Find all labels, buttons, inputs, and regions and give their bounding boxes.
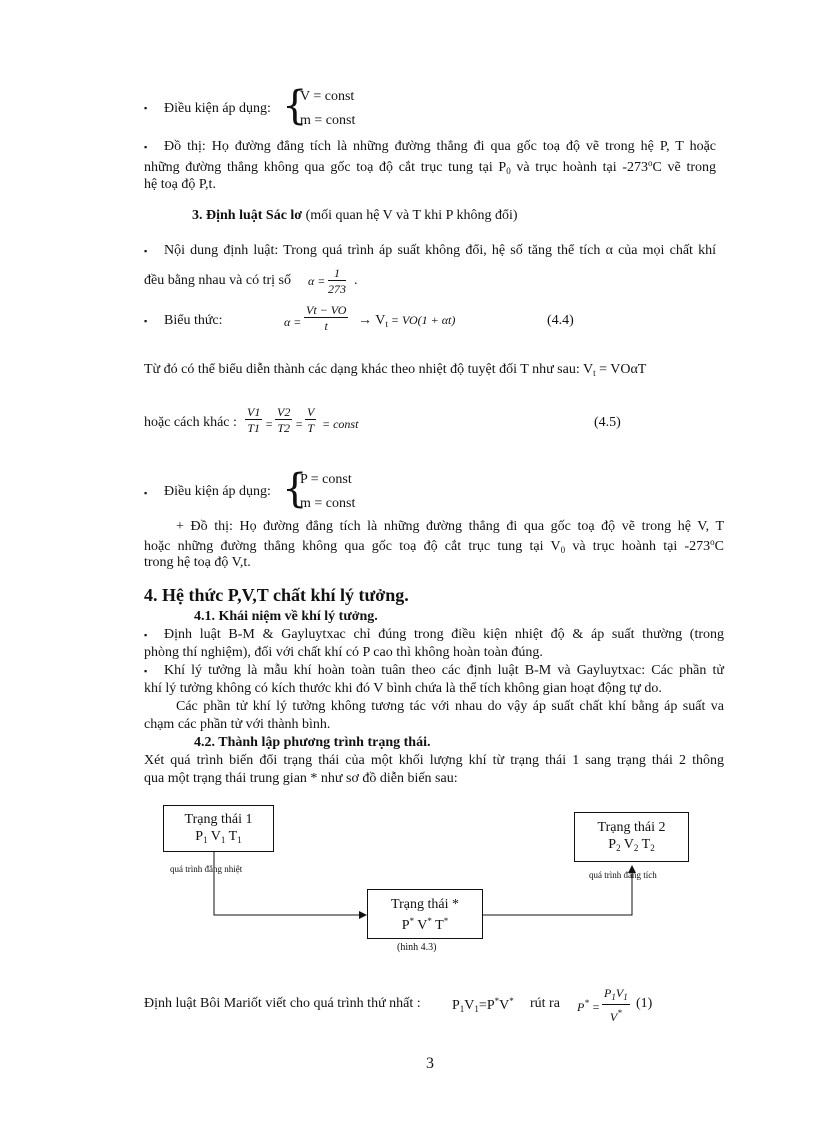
state2-box <box>574 812 689 862</box>
other-label: hoặc cách khác : <box>144 415 237 430</box>
bullet: ▪ <box>144 316 148 326</box>
s1-graph-line1: Đồ thị: Họ đường đẳng tích là những đường thẳng đi qua gốc toạ độ vẽ trong hệ P, T hoặc <box>164 139 716 154</box>
state2-title: Trạng thái 2 <box>597 820 666 835</box>
s1-graph-line3: hệ toạ độ P,t. <box>144 177 216 192</box>
s3-content-line2: đều bằng nhau và có trị số <box>144 273 291 288</box>
statem-vars: P* V* T* <box>401 916 449 933</box>
s3-cond-line2: m = const <box>300 496 356 511</box>
s3-heading: 3. Định luật Sác lơ (mối quan hệ V và T khi P không đổi) <box>192 208 518 223</box>
brace-icon: { <box>282 83 308 129</box>
alpha-fraction: $\frac{1}{273}$ <box>328 266 346 296</box>
s3-graph-line3: trong hệ toạ độ V,t. <box>144 555 251 570</box>
s1-cond-line2: m = const <box>300 113 356 128</box>
derive-line: Từ đó có thể biểu diễn thành các dạng khác theo nhiệt độ tuyệt đối T như sau: $V_t = VO\alpha T$ <box>144 362 647 378</box>
label-isothermal: quá trình đẳng nhiệt <box>170 864 243 874</box>
s1-cond-label: Điều kiện áp dụng: <box>164 101 271 116</box>
s4-sub1: 4.1. Khái niệm về khí lý tưởng. <box>194 609 378 624</box>
statem-title: Trạng thái * <box>391 897 459 912</box>
page-number: 3 <box>426 1055 434 1072</box>
state1-vars: $P_1$ $V_1$ $T_1$ <box>195 829 242 845</box>
s3-content-line1: Nội dung định luật: Trong quá trình áp suất không đổi, hệ số tăng thể tích α của mọi chất khí <box>164 243 716 258</box>
state1-box <box>163 805 274 852</box>
s1-graph-line2: những đường thẳng không qua gốc toạ độ cắt trục tung tại $P_0$ và trục hoành tại -273$^o$C vẽ trong <box>144 158 716 176</box>
eq-45: (4.5) <box>594 415 621 430</box>
bullet: ▪ <box>144 488 148 498</box>
state2-vars: $P_2$ $V_2$ $T_2$ <box>608 837 655 853</box>
bullet: ▪ <box>144 103 148 113</box>
eq-44: (4.4) <box>547 313 574 328</box>
s1-cond-line1: V = const <box>300 89 355 104</box>
bullet: ▪ <box>144 246 148 256</box>
brace-icon: { <box>282 466 308 512</box>
figure-caption: (hình 4.3) <box>397 942 437 953</box>
expr-rhs: → $V_t = VO(1 + \alpha t)$ <box>358 313 456 329</box>
arrow-isothermal <box>214 852 366 915</box>
expr-fraction: $\frac{Vt - VO}{t}$ <box>306 303 347 333</box>
bullet: ▪ <box>144 666 148 676</box>
s3-cond-line1: P = const <box>300 472 352 487</box>
s3-cond-label: Điều kiện áp dụng: <box>164 484 271 499</box>
s3-graph-line1: + Đồ thị: Họ đường đẳng tích là những đường thẳng đi qua gốc toạ độ vẽ trong hệ V, T <box>176 519 724 534</box>
bullet: ▪ <box>144 630 148 640</box>
statem-box <box>367 889 483 939</box>
final-fraction: $\frac{P_1V_1}{V^*}$ <box>604 986 628 1024</box>
state1-title: Trạng thái 1 <box>184 812 253 827</box>
label-isochoric: quá trình đẳng tích <box>589 870 657 880</box>
s4-heading: 4. Hệ thức P,V,T chất khí lý tưởng. <box>144 585 409 605</box>
s4-sub2: 4.2. Thành lập phương trình trạng thái. <box>194 735 431 750</box>
alpha-lhs: α = <box>308 274 326 288</box>
expr-label: Biểu thức: <box>164 313 223 328</box>
s3-graph-line2: hoặc những đường thẳng không qua gốc toạ độ cắt trục tung tại $V_0$ và trục hoành tại -273$^o$C <box>144 537 724 555</box>
bullet: ▪ <box>144 142 148 152</box>
